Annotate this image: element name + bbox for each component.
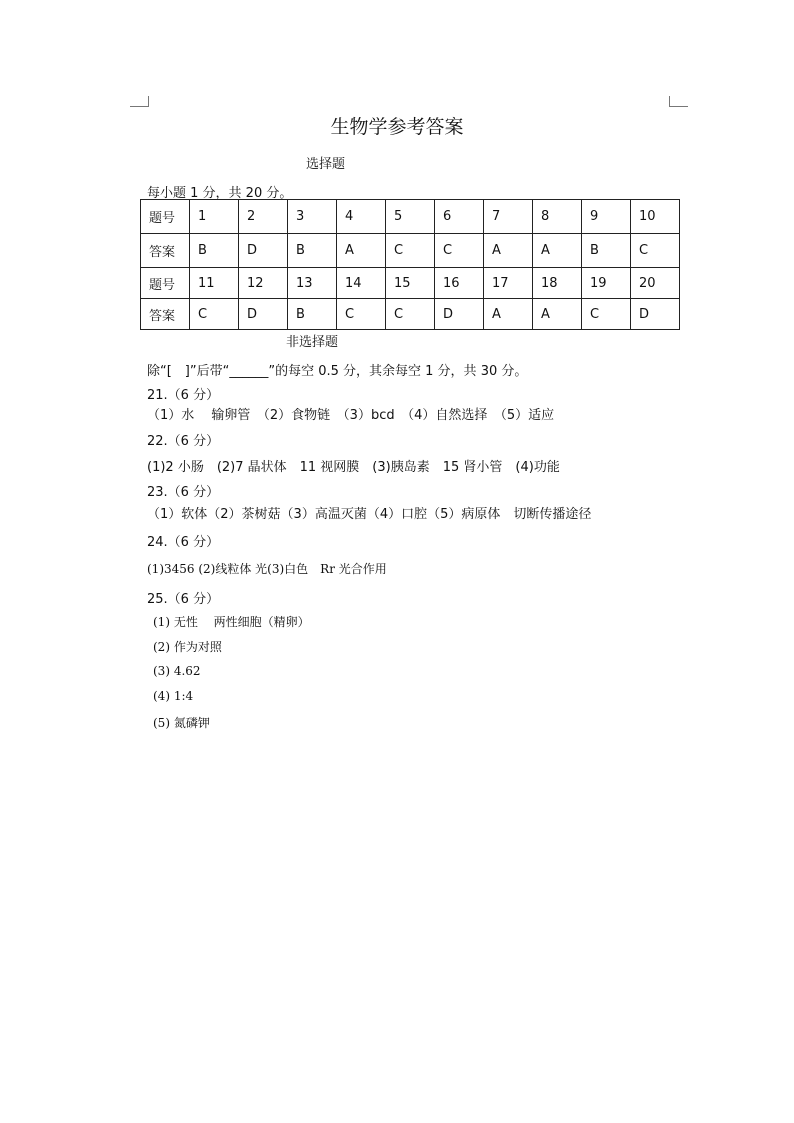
q25-item-4: (4) 1:4 bbox=[153, 689, 194, 703]
table-cell: C bbox=[386, 299, 435, 330]
q25-item-2: (2) 作为对照 bbox=[153, 640, 222, 654]
q25-item-5: (5) 氮磷钾 bbox=[153, 716, 210, 730]
answer-table bbox=[140, 199, 680, 330]
q25-item-1: (1) 无性 两性细胞（精卵） bbox=[153, 615, 310, 629]
table-cell: 18 bbox=[533, 268, 582, 299]
table-cell: 17 bbox=[484, 268, 533, 299]
table-cell: B bbox=[288, 234, 337, 268]
table-cell: 7 bbox=[484, 200, 533, 234]
table-cell: A bbox=[533, 299, 582, 330]
table-cell: C bbox=[435, 234, 484, 268]
table-cell: A bbox=[484, 299, 533, 330]
table-row bbox=[141, 200, 680, 234]
q23-heading: 23.（6 分） bbox=[147, 485, 220, 500]
nonchoice-heading: 非选择题 bbox=[286, 335, 339, 350]
page-corner-mark-left bbox=[130, 96, 149, 107]
table-cell: D bbox=[631, 299, 680, 330]
table-cell: B bbox=[288, 299, 337, 330]
table-cell: B bbox=[190, 234, 239, 268]
q25-item-3: (3) 4.62 bbox=[153, 664, 201, 678]
table-cell: 13 bbox=[288, 268, 337, 299]
choice-heading: 选择题 bbox=[306, 157, 346, 172]
table-cell: 15 bbox=[386, 268, 435, 299]
table-cell: 8 bbox=[533, 200, 582, 234]
table-cell: D bbox=[435, 299, 484, 330]
table-cell: 12 bbox=[239, 268, 288, 299]
table-cell: 19 bbox=[582, 268, 631, 299]
q23-answer: （1）软体（2）茶树菇（3）高温灭菌（4）口腔（5）病原体 切断传播途径 bbox=[147, 507, 592, 522]
q25-heading: 25.（6 分） bbox=[147, 592, 220, 607]
table-cell: 题号 bbox=[141, 268, 190, 299]
table-cell: A bbox=[533, 234, 582, 268]
table-cell: D bbox=[239, 299, 288, 330]
table-cell: 9 bbox=[582, 200, 631, 234]
page-title: 生物学参考答案 bbox=[330, 116, 464, 138]
q24-answer: (1)3456 (2)线粒体 光(3)白色 Rr 光合作用 bbox=[147, 562, 387, 576]
q24-heading: 24.（6 分） bbox=[147, 535, 220, 550]
table-cell: C bbox=[582, 299, 631, 330]
table-cell: A bbox=[484, 234, 533, 268]
table-cell: 5 bbox=[386, 200, 435, 234]
table-cell: 11 bbox=[190, 268, 239, 299]
q21-answer: （1）水 输卵管 （2）食物链 （3）bcd （4）自然选择 （5）适应 bbox=[147, 408, 555, 423]
table-cell: 题号 bbox=[141, 200, 190, 234]
table-cell: 14 bbox=[337, 268, 386, 299]
table-cell: 答案 bbox=[141, 299, 190, 330]
table-cell: 1 bbox=[190, 200, 239, 234]
choice-note: 每小题 1 分，共 20 分。 bbox=[147, 186, 293, 201]
table-cell: C bbox=[386, 234, 435, 268]
table-row bbox=[141, 268, 680, 299]
table-cell: B bbox=[582, 234, 631, 268]
table-cell: C bbox=[631, 234, 680, 268]
q22-answer: (1)2 小肠 (2)7 晶状体 11 视网膜 (3)胰岛素 15 肾小管 (4)功能 bbox=[147, 460, 560, 475]
table-row bbox=[141, 299, 680, 330]
table-cell: 4 bbox=[337, 200, 386, 234]
table-cell: C bbox=[337, 299, 386, 330]
page-corner-mark-right bbox=[669, 96, 688, 107]
table-row bbox=[141, 234, 680, 268]
table-cell: 16 bbox=[435, 268, 484, 299]
table-cell: A bbox=[337, 234, 386, 268]
nonchoice-note: 除“[ ]”后带“______”的每空 0.5 分，其余每空 1 分，共 30 分。 bbox=[147, 364, 528, 379]
q22-heading: 22.（6 分） bbox=[147, 434, 220, 449]
table-cell: 10 bbox=[631, 200, 680, 234]
table-cell: D bbox=[239, 234, 288, 268]
table-cell: 6 bbox=[435, 200, 484, 234]
table-cell: C bbox=[190, 299, 239, 330]
table-cell: 答案 bbox=[141, 234, 190, 268]
table-cell: 3 bbox=[288, 200, 337, 234]
table-cell: 20 bbox=[631, 268, 680, 299]
q21-heading: 21.（6 分） bbox=[147, 388, 220, 403]
table-cell: 2 bbox=[239, 200, 288, 234]
